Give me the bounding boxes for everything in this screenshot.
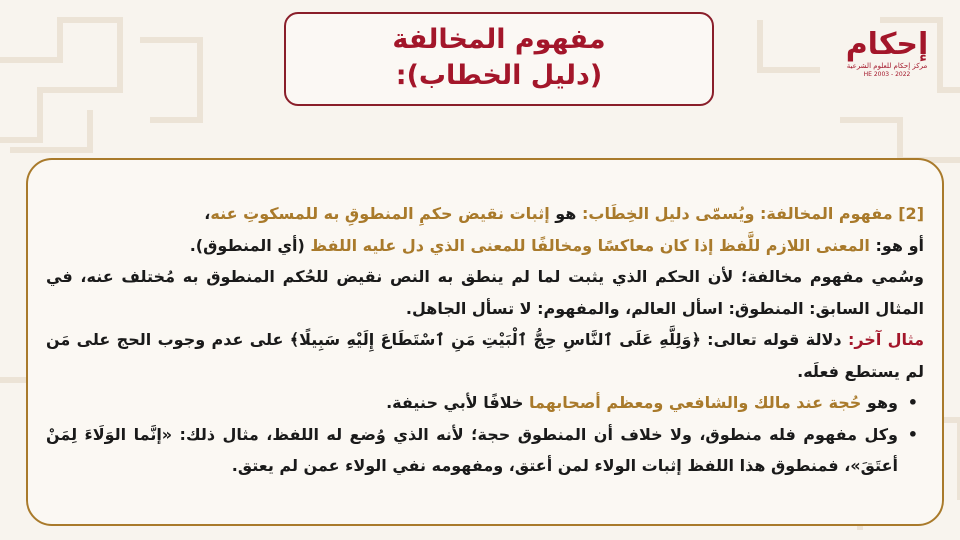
logo [844, 28, 930, 92]
term-definition: إثبات نقيض حكمِ المنطوقِ به للمسكوتِ عنه [210, 204, 550, 223]
comma: ، [204, 204, 211, 223]
term-connector: هو [555, 204, 577, 223]
list-item: • وكل مفهوم فله منطوق، ولا خلاف أن المنطوق حجة؛ لأنه الذي وُضع له اللفظ، مثال ذلك: «إنَّما الوَلَاءَ لِمَنْ أعتَقَ»، فمنطوق هذا اللفظ إثبات الولاء لمن أعتق، ومفهومه نفي الولاء عمن لم يعتق. [46, 419, 898, 482]
paragraph-example [46, 324, 924, 387]
paragraph-definition [46, 198, 924, 230]
term-heading: مفهوم المخالفة: ويُسمّى دليل الخِطَاب: [581, 204, 893, 223]
example-label: مثال آخر: [847, 330, 925, 349]
title-box [284, 12, 714, 106]
list-item [46, 387, 898, 419]
paragraph-alternative [46, 230, 924, 262]
logo-word: إحكام [845, 27, 929, 62]
logo-subtitle: مركز إحكام للعلوم الشرعية [846, 62, 928, 70]
alt-note: (أي المنطوق). [189, 235, 305, 255]
logo-subtitle-2: HE 2003 - 2022 [863, 71, 911, 78]
bullet-list [46, 387, 924, 482]
alt-prefix: أو هو: [875, 235, 924, 255]
bullet1-highlight: حُجة عند مالك والشافعي ومعظم أصحابهما [528, 393, 862, 412]
bullet1-prefix: وهو [866, 393, 898, 412]
page-subtitle: (دليل الخطاب): [395, 60, 603, 91]
alt-definition: المعنى اللازم للَّفظ إذا كان معاكسًا ومخالفًا للمعنى الذي دل عليه اللفظ [310, 235, 870, 255]
example-text: دلالة قوله تعالى: ﴿وَلِلَّهِ عَلَى ٱلنَّاسِ حِجُّ ٱلْبَيْتِ مَنِ ٱسْتَطَاعَ إِلَيْهِ سَبِيلًا﴾ على عدم وجوب الحج على مَن لم يستطع فعلَه. [46, 330, 924, 381]
bullet1-suffix: خلافًا لأبي حنيفة. [386, 393, 524, 412]
paragraph-naming: وسُمي مفهوم مخالفة؛ لأن الحكم الذي يثبت لما لم ينطق به النص نقيض للحُكم المنطوق به مُختلف عنه، في المثال السابق: المنطوق: اسأل العالم، والمفهوم: لا تسأل الجاهل. [46, 267, 924, 318]
item-number: [2] [898, 204, 924, 223]
page-title: مفهوم المخالفة [392, 24, 606, 55]
content-box [26, 158, 944, 526]
